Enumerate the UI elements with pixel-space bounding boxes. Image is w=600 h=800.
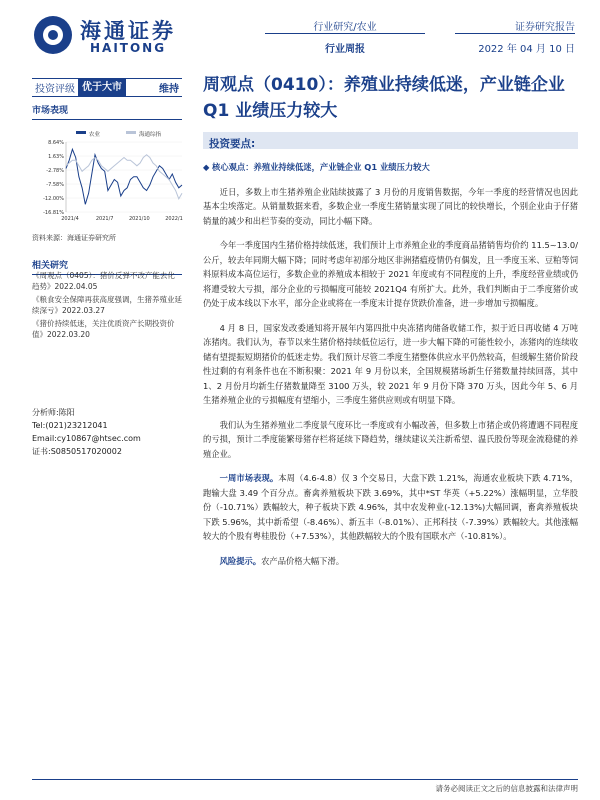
rating-value: 优于大市	[78, 79, 126, 96]
paragraph: 我们认为生猪养殖业二季度景气度环比一季度或有小幅改善，但多数上市猪企或仍将遭遇不同程度的亏损，预计二季度能繁母猪存栏将延续下降趋势，继续建议关注新希望、温氏股份等现金流稳健的养殖企业。	[203, 419, 578, 459]
paragraph-text: 本周（4.6-4.8）仅 3 个交易日，大盘下跌 1.21%，海通农业板块下跌 4.71%，跑输大盘 3.49 个百分点。畜禽养殖板块下跌 3.69%，其中*ST 华英（+5.22%）涨幅明显，立华股份（-10.71%）跌幅较大，种子板块下跌 4.96%，其中农发种业(-12.13%)大幅回调，畜禽养殖板块下跌 5.96%，其中新希望（-8.46%）、新五丰（-8.01%）、正邦科技（-7.39%）跌幅较大。其他涨幅较大的个股有粤桂股份（+7.53%），其他跌幅较大的个股有国联水产（-10.81%）。	[203, 473, 578, 541]
y-tick-label: 1.63%	[48, 154, 64, 160]
investment-rating	[32, 78, 182, 97]
x-tick-label: 2021/4	[61, 216, 79, 222]
paragraph: 近日，多数上市生猪养殖企业陆续披露了 3 月份的月度销售数据，今年一季度的经营情况也因此基本尘埃落定。从销量数据来看，多数企业一季度生猪销量实现了同比的较快增长，个别企业由于仔猪销量的减少和出栏节奏的变动，同比小幅下降。	[203, 186, 578, 226]
related-item[interactable]: 《周观点（0405）：猪价反弹不改产能去化趋势》2022.04.05	[32, 271, 175, 291]
logo-en-text: HAITONG	[90, 41, 167, 55]
market-chart	[32, 128, 187, 228]
analyst-tel: Tel:(021)23212041	[32, 421, 108, 430]
paragraph: 4 月 8 日，国家发改委通知将开展年内第四批中央冻猪肉储备收储工作，拟于近日再收储 4 万吨冻猪肉。我们认为，春节以来生猪价格持续低位运行，进一步大幅下降的可能性较小，冻猪肉的连续收储有望提振短期猪价的低迷走势。我们预计尽管二季度生猪整体供应水平仍然较高，但缓解生猪价阶段性过剩的有利条件也在不断积聚：2021 年 9 月份以来，全国规模猪场新生仔猪数量持续回落，其中 1、2 月份月均新生仔猪数量降至 3100 万头，较 2021 年 9 月份下降 370 万头，因此今年 5、6 月生猪养殖企业的亏损幅度有望缩小，三季度生猪供应则或有明显下降。	[203, 322, 578, 405]
x-tick-label: 2021/10	[128, 216, 150, 222]
y-tick-label: -2.78%	[46, 168, 64, 174]
analyst-info	[32, 406, 182, 458]
report-body	[203, 160, 578, 578]
report-title: 周观点（0410）：养殖业持续低迷，产业链企业 Q1 业绩压力较大	[203, 75, 565, 121]
rating-status: 维持	[159, 84, 179, 95]
related-list	[32, 270, 182, 342]
header-right	[455, 18, 575, 55]
header-center	[265, 18, 425, 55]
x-tick-label: 2021/7	[95, 216, 114, 222]
report-type: 行业周报	[325, 44, 365, 55]
y-tick-label: -12.00%	[43, 196, 64, 202]
related-item[interactable]: 《粮食安全保障再获高度强调，生猪养殖业延续深亏》2022.03.27	[32, 295, 182, 315]
paragraph-lead: 风险提示。	[219, 555, 262, 566]
paragraph-core	[203, 160, 578, 175]
paragraph-text: 农产品价格大幅下滑。	[261, 555, 345, 566]
legend-swatch	[76, 131, 86, 134]
rating-label: 投资评级	[35, 84, 75, 95]
footer-disclaimer[interactable]: 请务必阅读正文之后的信息披露和法律声明	[435, 784, 578, 793]
report-date: 2022 年 04 月 10 日	[478, 44, 575, 55]
chart-source: 资料来源：海通证券研究所	[32, 234, 116, 242]
paragraph-risk	[203, 554, 578, 569]
logo-cn-text: 海通证券	[80, 18, 176, 43]
y-tick-label: -7.58%	[46, 182, 64, 188]
report-category: 行业研究/农业	[265, 18, 425, 34]
market-chart-svg	[32, 128, 187, 228]
y-tick-label: -16.81%	[43, 210, 64, 216]
market-heading: 市场表现	[32, 103, 182, 120]
x-tick-label: 2022/1	[165, 216, 183, 222]
paragraph: 今年一季度国内生猪价格持续低迷，我们预计上市养殖企业的季度商品猪销售均价约 11.5~13.0/公斤，较去年同期大幅下降；同时考虑年初部分地区非洲猪瘟疫情仍有偶发，且一季度玉米、豆粕等饲料原料成本高位运行，多数企业的养殖成本相较于 2021 年度或有不同程度的上升，季度经营业绩或仍将遭受较大亏损，部分企业的亏损幅度可能较 2021Q4 有所扩大。此外，我们判断由于二季度猪价或仍处于成本线以下水平，部分企业或将在一季度末计提存货跌价准备，进一步增加亏损幅度。	[203, 240, 578, 308]
legend-swatch	[126, 131, 136, 134]
report-label: 证券研究报告	[455, 18, 575, 34]
key-points-label: 投资要点:	[209, 138, 256, 150]
related-item[interactable]: 《猪价持续低迷，关注优质资产长期投资价值》2022.03.20	[32, 319, 175, 339]
key-points-box	[203, 132, 578, 149]
analyst-name: 分析师:陈阳	[32, 408, 75, 417]
bullet-icon: ◆	[203, 162, 213, 172]
related-heading: 相关研究	[32, 258, 182, 275]
legend-label: 农业	[89, 132, 101, 138]
company-logo	[34, 14, 194, 58]
legend-label: 海通综指	[139, 132, 162, 138]
paragraph-market	[203, 471, 578, 544]
analyst-cert: 证书:S0850517020002	[32, 447, 122, 456]
logo-mark-icon	[34, 16, 72, 54]
paragraph-lead: 核心观点：养殖业持续低迷，产业链企业 Q1 业绩压力较大	[212, 162, 430, 172]
paragraph-lead: 一周市场表现。	[219, 473, 279, 483]
footer-divider	[32, 779, 578, 780]
y-tick-label: 8.64%	[48, 140, 64, 146]
analyst-email[interactable]: Email:cy10867@htsec.com	[32, 434, 141, 443]
